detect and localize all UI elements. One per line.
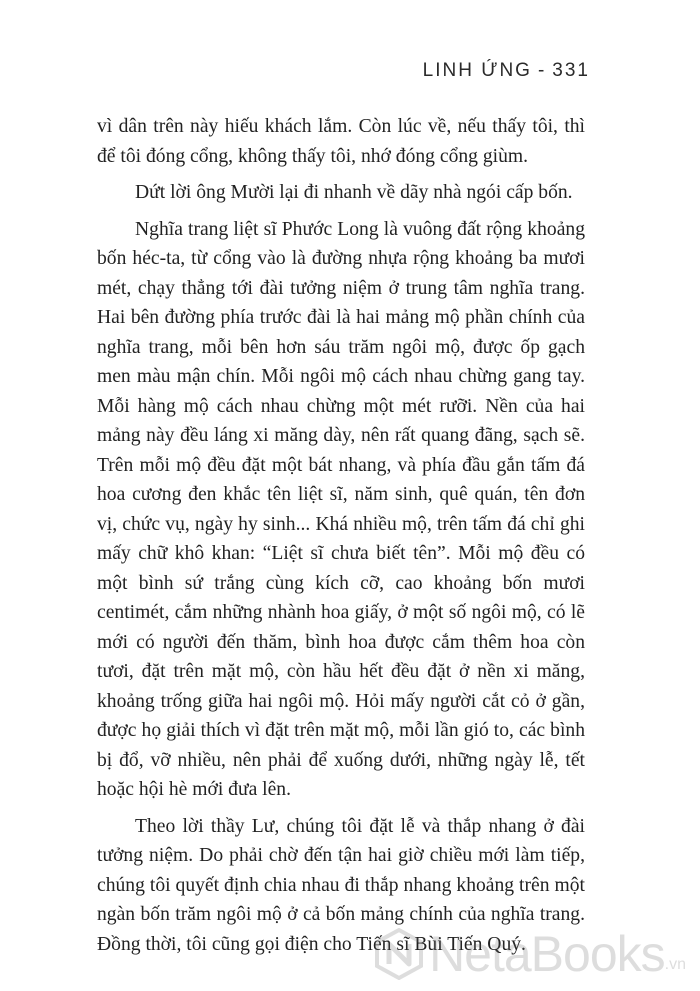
watermark-suffix: .vn [664,956,686,973]
paragraph: Dứt lời ông Mười lại đi nhanh về dãy nhà ngói cấp bốn. [135,182,573,203]
netabooks-logo-icon [373,928,425,980]
running-header [423,60,590,82]
paragraph: Nghĩa trang liệt sĩ Phước Long là vuông đất rộng khoảng bốn héc-ta, từ cổng vào là đường nhựa rộng khoảng ba mươi mét, chạy thẳng tới đài tưởng niệm ở trung tâm nghĩa trang. Hai bên đường phía trước đài là hai mảng mộ phần chính của nghĩa trang, mỗi bên hơn sáu trăm ngôi mộ, được ốp gạch men màu mận chín. Mỗi ngôi mộ cách nhau chừng gang tay. Mỗi hàng mộ cách nhau chừng một mét rưỡi. Nền của hai mảng này đều láng xi măng dày, nên rất quang đãng, sạch sẽ. Trên mỗi mộ đều đặt một bát nhang, và phía đầu gắn tấm đá hoa cương đen khắc tên liệt sĩ, năm sinh, quê quán, tên đơn vị, chức vụ, ngày hy sinh... Khá nhiều mộ, trên tấm đá chỉ ghi mấy chữ khô khan: “Liệt sĩ chưa biết tên”. Mỗi mộ đều có một bình sứ trắng cùng kích cỡ, cao khoảng bốn mươi centimét, cắm những nhành hoa giấy, ở một số ngôi mộ, có lẽ mới có người đến thăm, bình hoa được cắm thêm hoa còn tươi, đặt trên mặt mộ, còn hầu hết đều đặt ở nền xi măng, khoảng trống giữa hai ngôi mộ. Hỏi mấy người cắt cỏ ở gần, được họ giải thích vì đặt trên mặt mộ, mỗi lần gió to, các bình bị đổ, vỡ nhiều, nên phải để xuống dưới, những ngày lễ, tết hoặc hội hè mới đưa lên. [97,218,585,800]
page-body [97,112,585,966]
running-title: LINH ỨNG [422,60,532,81]
paragraph-continued: vì dân trên này hiếu khách lắm. Còn lúc về, nếu thấy tôi, thì để tôi đóng cổng, không thấy tôi, nhớ đóng cổng giùm. [97,116,585,167]
paragraph: Theo lời thầy Lư, chúng tôi đặt lễ và thắp nhang ở đài tưởng niệm. Do phải chờ đến tận hai giờ chiều mới làm tiếp, chúng tôi quyết định chia nhau đi thắp nhang khoảng trên một ngàn bốn trăm ngôi mộ ở cả bốn mảng chính của nghĩa trang. Đồng thời, tôi cũng gọi điện cho Tiến sĩ Bùi Tiến Quý. [97,815,585,955]
page-number: 331 [552,60,590,81]
header-separator: - [537,60,547,81]
watermark [373,925,686,983]
watermark-brand: NetaBooks [429,926,665,982]
